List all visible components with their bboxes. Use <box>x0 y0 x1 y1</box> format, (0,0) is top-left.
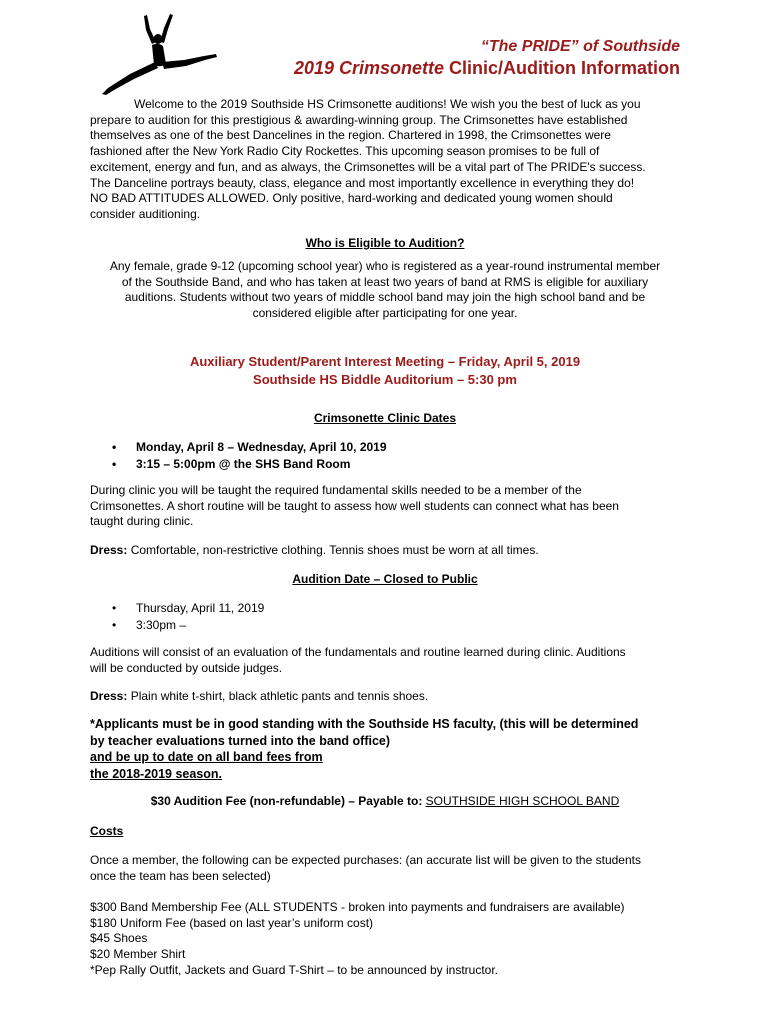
dress-label: Dress: <box>90 543 128 557</box>
list-item: $300 Band Membership Fee (ALL STUDENTS - broken into payments and fundraisers are available) <box>90 900 625 914</box>
header-subtitle-line <box>294 58 680 79</box>
costs-intro-line: Once a member, the following can be expected purchases: (an accurate list will be given to the students <box>90 853 641 867</box>
eligibility-line: Any female, grade 9-12 (upcoming school year) who is registered as a year-round instrumental member <box>109 259 661 273</box>
clinic-dates-list <box>112 439 387 472</box>
clinic-paragraph <box>90 483 680 530</box>
intro-line: prepare to audition for this prestigious & awarding-winning group. The Crimsonettes have established <box>90 112 628 127</box>
intro-line: excitement, energy and fun, and as always, the Crimsonettes will be a vital part of The PRIDE's success. <box>90 159 646 174</box>
intro-paragraph <box>90 97 680 223</box>
audition-line: will be conducted by outside judges. <box>90 660 283 675</box>
clinic-line: During clinic you will be taught the required fundamental skills needed to be a member of the <box>90 483 582 497</box>
intro-line: consider auditioning. <box>90 206 201 221</box>
standing-text: by teacher evaluations turned into the band office) <box>90 733 391 748</box>
list-item: • Monday, April 8 – Wednesday, April 10, 2019 <box>112 439 387 456</box>
intro-line: Welcome to the 2019 Southside HS Crimsonette auditions! We wish you the best of luck as you <box>134 97 641 111</box>
intro-line: fashioned after the New York Radio City Rockettes. This upcoming season promises to be full of <box>90 144 600 159</box>
list-item: $180 Uniform Fee (based on last year’s uniform cost) <box>90 915 374 930</box>
eligibility-paragraph <box>90 259 680 322</box>
costs-heading: Costs <box>90 824 124 838</box>
intro-line: NO BAD ATTITUDES ALLOWED. Only positive, hard-working and dedicated young women should <box>90 191 613 206</box>
audition-line: Auditions will consist of an evaluation of the fundamentals and routine learned during clinic. Auditions <box>90 645 626 659</box>
intro-line: themselves as one of the best Dancelines in the region. Chartered in 1998, the Crimsonettes were <box>90 128 611 143</box>
costs-intro <box>90 853 680 884</box>
fee-text: $30 Audition Fee (non-refundable) – Payable to: <box>150 794 426 808</box>
eligibility-line: auditions. Students without two years of middle school band may join the high school band and be <box>124 290 646 305</box>
dress-text: Comfortable, non-restrictive clothing. Tennis shoes must be worn at all times. <box>127 543 539 557</box>
list-item: $45 Shoes <box>90 931 148 946</box>
standing-season-line: the 2018-2019 season. <box>90 766 223 781</box>
dancer-silhouette-logo <box>100 12 218 96</box>
eligibility-heading: Who is Eligible to Audition? <box>305 236 465 250</box>
intro-line: The Danceline portrays beauty, class, elegance and most importantly excellence in everything they do! <box>90 175 635 190</box>
eligibility-line: considered eligible after participating for one year. <box>252 306 518 321</box>
standing-line: *Applicants must be in good standing with the Southside HS faculty, (this will be determined <box>90 717 639 731</box>
costs-list <box>90 900 680 979</box>
list-item: • 3:15 – 5:00pm @ the SHS Band Room <box>112 456 387 473</box>
header-clinic-info: Clinic/Audition Information <box>444 58 680 78</box>
header-year-team: 2019 Crimsonette <box>293 58 445 78</box>
audition-fee-line <box>90 794 680 810</box>
meeting-location-line: Southside HS Biddle Auditorium – 5:30 pm <box>253 372 517 387</box>
audition-paragraph <box>90 645 680 676</box>
meeting-date-line: Auxiliary Student/Parent Interest Meeting – Friday, April 5, 2019 <box>189 354 581 369</box>
standing-notice <box>90 716 680 782</box>
fee-payee: SOUTHSIDE HIGH SCHOOL BAND <box>425 794 620 808</box>
audition-heading: Audition Date – Closed to Public <box>292 572 478 586</box>
clinic-dress-line <box>90 543 680 559</box>
standing-fees-text: and be up to date on all band fees from <box>90 750 323 764</box>
eligibility-line: of the Southside Band, and who has taken at least two years of band at RMS is eligible for auxiliary <box>121 274 649 289</box>
list-item: *Pep Rally Outfit, Jackets and Guard T-Shirt – to be announced by instructor. <box>90 962 498 977</box>
audition-dress-line <box>90 689 680 705</box>
meeting-announcement <box>90 353 680 389</box>
clinic-line: taught during clinic. <box>90 514 194 529</box>
standing-line <box>90 733 680 766</box>
list-item: • Thursday, April 11, 2019 <box>112 600 264 617</box>
costs-intro-line: once the team has been selected) <box>90 868 271 883</box>
dress-label: Dress: <box>90 689 128 703</box>
clinic-line: Crimsonettes. A short routine will be taught to assess how well students can connect what has been <box>90 498 619 513</box>
audition-dates-list <box>112 600 264 633</box>
list-item: $20 Member Shirt <box>90 947 186 962</box>
header-title-line: “The PRIDE” of Southside <box>480 38 680 55</box>
clinic-heading: Crimsonette Clinic Dates <box>313 411 457 425</box>
list-item: • 3:30pm – <box>112 617 264 634</box>
dress-text: Plain white t-shirt, black athletic pants and tennis shoes. <box>127 689 429 703</box>
